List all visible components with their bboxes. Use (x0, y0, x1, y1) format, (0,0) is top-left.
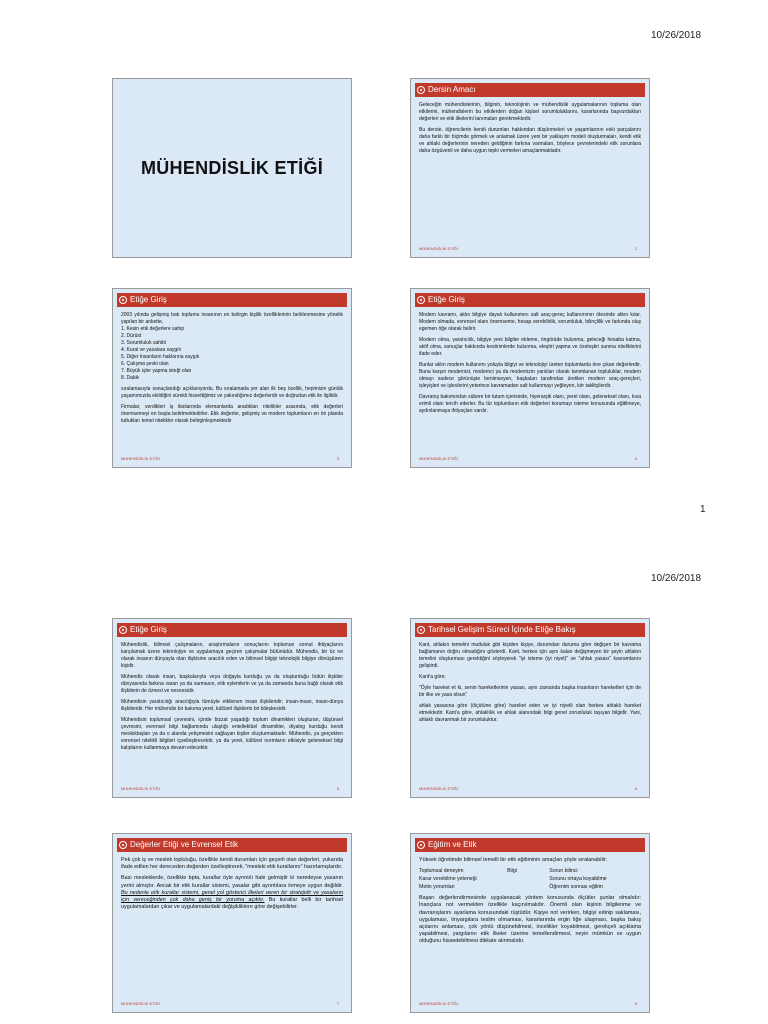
slide-7-para-2 (121, 875, 343, 911)
slide-2-para-2: Bu derste, öğrencilerin kendi durumları hakkından düşünmeleri ve yaşamlarının eski parçalarını daha farklı bir biçimde görmek ve anlamak üzere yeni bir yaklaşım modeli oluşturmaları, kendi etik ve ahlaki değerlerinin nereden geldiğinin farkına varmaları, böylece çevrelerindeki etik sorunlara daha özgüvenli ve daha uygun tepki vermeleri amaçlanmaktadır. (419, 127, 641, 154)
slide-6-para-1: Kant, ahlakın temelini mutluluk gibi kişiden kişiye, durumdan duruma göre değişen bir kavrama bağlamanın doğru olmadığını gösterdi. Kant, herkes için aynı kalan değişmeyen bir şeyin ahlakın temelini oluşturması gerektiğini söyleyerek "iyi isteme (iyi niyet)" ve "ahlak yasası" kavramlarını geliştirdi. (419, 642, 641, 669)
slide-2 (410, 78, 650, 258)
goal-item: Sorun bilinci (549, 868, 578, 875)
list-item: 6. Çalışma şevki olan (121, 361, 169, 367)
slide-footer (419, 246, 637, 251)
slide-3-title: Etiğe Giriş (130, 295, 167, 304)
slide-3 (112, 288, 352, 468)
slide-header (415, 83, 645, 97)
page-2-date: 10/26/2018 (651, 573, 702, 584)
footer-page-number: 2 (634, 246, 637, 251)
goal-item: Metin yorumları (419, 884, 455, 891)
slide-4-para-3: Bunlar aklın modern kullanımı yoluyla bilgiyi ve teknolojiyi üreten toplumlarda öne çıkan değerlerdir. Buna karşın modernist, modernci ya da modernizm yanlıları olarak tanımlanan topluluklar, modern olmayı sadece görünüşte benimseyen, başkaları tarafından üretilen modern araç-gereçleri, işleyişleri ve işlevlerini yeterince kavramadan salt kullanmayı yeğleyen, kör taklitçilerdir. (419, 362, 641, 389)
slide-6-title: Tarihsel Gelişim Süreci İçinde Etiğe Bakış (428, 625, 576, 634)
slide-6-last: ahlak yasasına göre (ölçütüne göre) hareket eden ve iyi niyetli olan herkes ahlaklı hareket etmektedir. Kant'a göre, ahlaklılık ve ahlak alanındaki bilgi genel zorunluluk taşıyan bilgidir. Yani, ahlaklı davranmak bir zorunluluktur. (419, 703, 641, 723)
slide-5-title: Etiğe Giriş (130, 625, 167, 634)
list-item: 1. Kesin etik değerlere sahip (121, 326, 185, 332)
slide-7-body (113, 852, 351, 920)
slide-5-para-4: Mühendisin toplumsal çevresini, içinde bizzat yaşadığı toplum dinamikleri oluşturan, düşünsel çevresini, evrensel bilgi bağlamında ulaştığı entellektüel dinamikler, diyalog kurduğu kendi meslektaşları ya da o alanda yetişmesini sağlayan kişiler oluşturmaktadır. Mühendis, ya gerçekten evrensel nitelikli bilgileri içselleştirecektir, ya da yerel, kültürel normların etkisiyle geleneksel bilgi kalıplarını kullanmaya devam edecektir. (121, 717, 343, 751)
footer-page-number: 6 (634, 786, 637, 791)
slide-4 (410, 288, 650, 468)
slide-4-body (411, 307, 649, 424)
footer-page-number: 4 (634, 456, 637, 461)
footer-page-number: 7 (336, 1001, 339, 1006)
slide-5-body (113, 637, 351, 761)
slide-2-para-1: Geleceğin mühendislerinin, bilginin, teknolojinin ve mühendislik uygulamalarının topluma olan etkilerini, mühendislerin bu etkilerden doğan kişisel sorumluluklarını, kararlarında başvurdukları değerleri ve etik ilkelerini tanımaları gerekmektedir. (419, 102, 641, 122)
bullet-icon (417, 626, 425, 634)
slide-5-para-1: Mühendislik, bilimsel çalışmaların, araştırmaların sonuçlarını toplumun somut ihtiyaçlarını karşılamak üzere teknolojiye ve uygulamaya geçiren çalışmalar bütünüdür. Mühendis, bir öz ne olarak insanın dünyayla olan ilişkisine aracılık eden ve bilimsel bilgiyi teknolojik bilgiye dönüştüren kişidir. (121, 642, 343, 669)
list-item: 4. Kural ve yasalara saygılı (121, 347, 182, 353)
bullet-icon (417, 841, 425, 849)
slide-7-para-2-emphasis: Bu nedenle etik kurallar sistemi, genel yol gösterici ilkeleri veren bir stratejidir ve yasaların için vereceğinden çok daha geniş bir yoruma açıktır. (121, 889, 343, 904)
page-1-date: 10/26/2018 (651, 30, 702, 41)
goal-item: Toplumsal deneyim (419, 868, 464, 875)
slide-7-title: Değerler Etiği ve Evrensel Etik (130, 840, 239, 849)
slide-footer (121, 786, 339, 791)
footer-label: MÜHENDİSLİK ETİĞİ (419, 456, 458, 461)
footer-label: MÜHENDİSLİK ETİĞİ (121, 786, 160, 791)
slide-3-list (121, 326, 343, 382)
slide-2-body (411, 97, 649, 164)
bullet-icon (119, 296, 127, 304)
slide-header (415, 623, 645, 637)
footer-page-number: 3 (336, 456, 339, 461)
slide-footer (419, 786, 637, 791)
slide-3-last: Firmalar, verdikleri iş ilanlarında elemanlarda aradıkları nitelikler arasında, etik değerleri önemsemeyi en başta belirtmektedirler. Etik değerler, gelişmiş ve modern toplumların en ön planda tuttukları temel nitelikler olarak belirginleşmektedir (121, 404, 343, 424)
slide-7-para-2-b: Bu kurallar belli bir tarihsel uygulamalardan çıkar ve uygulamalardaki değişikliklere göre değişebilirler. (121, 897, 344, 911)
slide-5-para-2: Mühendis olarak insan, başkalarıyla veya doğayla kurduğu ya da oluşturduğu bütün ilişkiler dünyasında farkına varan ya da varmasın, etik eylemlerin ve ya da zamanda buna bağlı olarak etik ilişkilerin de öznesi ve nesnesidir. (121, 674, 343, 694)
list-item: 3. Sorumluluk sahibi (121, 340, 167, 346)
footer-label: MÜHENDİSLİK ETİĞİ (121, 1001, 160, 1006)
slide-header (415, 293, 645, 307)
slide-4-para-2: Modern olma, yaratıcılık, bilgiye yeni bilgiler ekleme, öngörüde bulunma, geleceği hesaba katma, aktif olma, sonuçlar hakkında kestirimlerde bulunma, eleştiri yapma ve özeleştiri sunma niteliklerini ifade eder. (419, 337, 641, 357)
slide-footer (419, 456, 637, 461)
slide-8-para-1: Yüksek öğretimde bilimsel temelli bir etik eğitiminin amaçları şöyle sıralanabilir: (419, 857, 608, 863)
goal-item: Karar verebilme yeteneği (419, 876, 477, 883)
slide-footer (419, 1001, 637, 1006)
bullet-icon (417, 296, 425, 304)
slide-8 (410, 833, 650, 1013)
slide-8-goals-grid (419, 868, 641, 891)
slide-6-quote: "Öyle hareket et ki, senin hareketlerinin yasası, aynı zamanda başka insanların hareketleri için de bir ilke ve yasa olsun" (419, 685, 641, 698)
slide-1 (112, 78, 352, 258)
slide-7 (112, 833, 352, 1013)
slide-header (415, 838, 645, 852)
footer-page-number: 8 (634, 1001, 637, 1006)
slide-header (117, 623, 347, 637)
footer-label: MÜHENDİSLİK ETİĞİ (419, 1001, 458, 1006)
list-item: 2. Dürüst (121, 333, 142, 339)
slide-7-para-1: Pek çok iş ve meslek topluluğu, özellikle kendi durumları için geçerli olan değerleri, yukarıda ifade edilen her dereceden değerden özelleştirerek, "mesleki etik kurallarını" hazırlamışlardır. (121, 857, 343, 871)
slide-header (117, 293, 347, 307)
list-item: 8. Dakik (121, 375, 140, 381)
list-item: 7. Büyük işler yapma isteği olan (121, 368, 192, 374)
slide-3-after: sıralamasıyla sonuçlandığı açıklanıyordu. Bu sıralamada yer alan ilk beş özellik, hepimizin günlük yaşamımızda ekildiğini sürekli hissettiğimiz ve yakındığımız değerlerdir ve doğrudan etik ile ilgilidir. (121, 386, 343, 399)
slide-6-body (411, 637, 649, 733)
slide-4-title: Etiğe Giriş (428, 295, 465, 304)
slide-7-para-2-a: Bazı mesleklerde, özellikle bpta, kurallar öyle ayrıntılı hale gelmiştir ki neredeyse yasanın yerini almıştır. Ancak bir etik kurallar sistemi, yasalar gibi ayrıntılara inmeye uygun değildir. (121, 875, 343, 889)
slide-8-title: Eğitim ve Etik (428, 840, 477, 849)
slide-3-intro: 2003 yılında gelişmiş batı toplumu insanının en belirgin kişilik özelliklerinin belirlenmesine yönelik yapılan bir ankette, (121, 312, 343, 325)
bullet-icon (119, 841, 127, 849)
footer-page-number: 5 (336, 786, 339, 791)
slide-5 (112, 618, 352, 798)
goal-item: Sorunu ortaya koyabilme (549, 876, 607, 883)
slide-6 (410, 618, 650, 798)
footer-label: MÜHENDİSLİK ETİĞİ (419, 786, 458, 791)
slide-header (117, 838, 347, 852)
bullet-icon (417, 86, 425, 94)
slide-footer (121, 456, 339, 461)
footer-label: MÜHENDİSLİK ETİĞİ (419, 246, 458, 251)
goal-item: Bilgi (507, 868, 517, 875)
slide-5-para-3: Mühendisin yaratıcılığı aracılığıyla tümüyle etkilenen insan ilişkileridir; insan-insan, insan-dünya ilişkileridir. Her mühendis bir bakıma yerel, kültürel ilişkilerin bir bileşkesidir. (121, 699, 343, 712)
slide-6-para-2: Kant'a göre; (419, 674, 446, 680)
slide-3-body (113, 307, 351, 434)
page-1-number: 1 (700, 504, 706, 515)
goal-item: Öğrenim sonrası eğitim (549, 884, 603, 891)
slide-2-title: Dersin Amacı (428, 85, 476, 94)
list-item: 5. Diğer insanların haklarına saygılı (121, 354, 200, 360)
bullet-icon (119, 626, 127, 634)
slide-4-para-1: Modern kavramı, aklın bilgiye dayalı kullanımını salt araç-gereç kullanımının ötesinde atkın kılar. Modern olmada, evrensel olanı önemseme, hesap verebilirlik, sorumluluk, bilinçlilik ve farkında oluş egemen öğe olarak belirir. (419, 312, 641, 332)
slide-4-para-4: Davranış bakımından sübere bir tutum içerisinde, hiyerarşik olanı, yerel olanı, geleneksel olanı, kısa erimli olanı tercih ederler. Bu tür toplumların etik değerleri korumayı isteme konusunda eğitilmeye, aydınlanmaya ihtiyaçları vardır. (419, 394, 641, 414)
slide-8-body (411, 852, 649, 955)
slide-footer (121, 1001, 339, 1006)
footer-label: MÜHENDİSLİK ETİĞİ (121, 456, 160, 461)
slide-8-para-2: Başarı değerlendirmesinde uygulanacak yöntem konusunda ölçütler şunlar olmalıdır: İnançlara not vermekten özellikle kaçınılmalıdır. Önemli olan kişinin bilgilenme ve davranışlarını ayarlama konusundaki rüştüdür. Kişiye not verirken, bilgiyi edinip saklaması, uygulaması, önyargılara teslim olmaması, kararlarında ergin liğe ulaşması, başka bakış açılarını anlaması, çok yönlü düşünebilmesi, incelikler koyabilmesi, gerekçeli açıklama yapabilmesi, yargılarını etik ilkeler üzerine temellendirmesi, neyin mümkün ve uygun olduğunu hissedebilmesi dikkate alınmalıdır. (419, 895, 641, 945)
slide-1-title: MÜHENDİSLİK ETİĞİ (140, 157, 324, 178)
